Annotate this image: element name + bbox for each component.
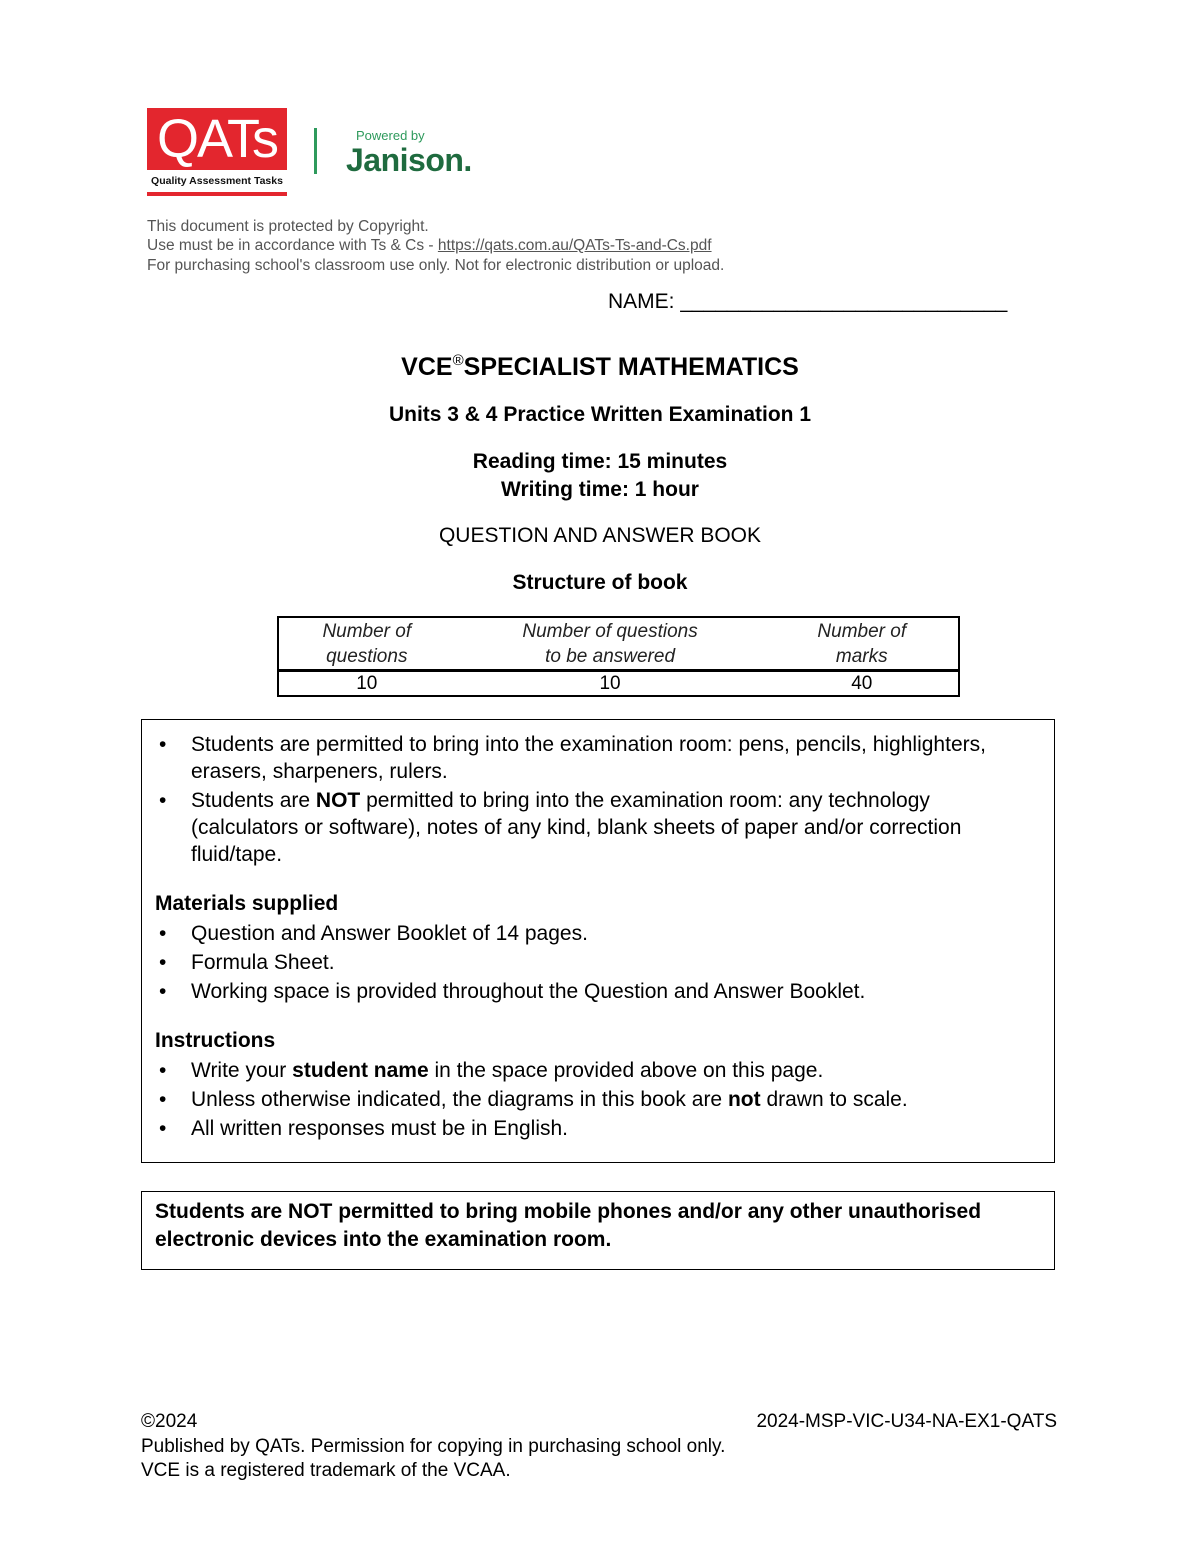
materials-list [155,920,1035,1007]
list-item: • Students are NOT permitted to bring into the examination room: any technology (calculators or software), notes of any kind, blank sheets of paper and/or correction fluid/tape. [159,789,962,866]
materials-heading: Materials supplied [155,892,339,915]
logo-divider [314,128,317,174]
exam-subtitle: Units 3 & 4 Practice Written Examination 1 [388,403,812,426]
qats-logo [147,108,287,196]
writing-time: Writing time: 1 hour [501,478,699,501]
structure-table [277,616,960,697]
warning-text: Students are NOT permitted to bring mobile phones and/or any other unauthorised electronic devices into the examination room. [155,1200,982,1251]
bullet-icon: • [159,1117,167,1140]
copyright-line-1: This document is protected by Copyright. [147,218,429,235]
list-item: • Working space is provided throughout the Question and Answer Booklet. [159,980,866,1003]
list-item: • Write your student name in the space provided above on this page. [159,1059,824,1082]
table-header-cell: Number of questions [278,617,455,671]
table-cell: 10 [278,671,455,697]
warning-box [141,1191,1055,1270]
permitted-list [155,731,1035,870]
bullet-icon: • [159,951,167,974]
bullet-icon: • [159,1088,167,1111]
instructions-heading: Instructions [155,1029,276,1052]
list-item: • Question and Answer Booklet of 14 pages. [159,922,588,945]
qats-logo-text: QATs [147,108,287,170]
table-cell: 40 [766,671,959,697]
qats-logo-subtitle: Quality Assessment Tasks [151,175,283,187]
bullet-icon: • [159,980,167,1003]
bullet-icon: • [159,733,167,756]
list-item: • Unless otherwise indicated, the diagrams in this book are not drawn to scale. [159,1088,908,1111]
footer-trademark: VCE is a registered trademark of the VCAA. [141,1460,511,1481]
qats-logo-underline [147,192,287,196]
table-header-cell: Number of questions to be answered [455,617,766,671]
bullet-icon: • [159,789,167,812]
powered-by-label: Powered by [356,128,425,143]
copyright-line-2: Use must be in accordance with Ts & Cs - https://qats.com.au/QATs-Ts-and-Cs.pdf [147,237,712,254]
table-row [278,671,959,697]
footer-code: 2024-MSP-VIC-U34-NA-EX1-QATS [756,1411,1057,1432]
janison-logo: Janison. [346,142,472,178]
copyright-line-3: For purchasing school's classroom use only. Not for electronic distribution or upload. [147,257,725,274]
bullet-icon: • [159,1059,167,1082]
reading-time: Reading time: 15 minutes [472,450,728,473]
terms-link[interactable]: https://qats.com.au/QATs-Ts-and-Cs.pdf [437,237,712,254]
list-item: • All written responses must be in English. [159,1117,569,1140]
table-header-cell: Number of marks [766,617,959,671]
structure-heading: Structure of book [512,571,688,594]
footer-published: Published by QATs. Permission for copying in purchasing school only. [141,1436,726,1457]
list-item: • Students are permitted to bring into the examination room: pens, pencils, highlighters, erasers, sharpeners, rulers. [159,733,986,783]
rules-box [141,719,1055,1163]
table-cell: 10 [455,671,766,697]
list-item: • Formula Sheet. [159,951,335,974]
footer-copyright: ©2024 [141,1411,198,1432]
student-name-field: NAME: ____________________________ [608,290,1008,313]
page-title: VCE®SPECIALIST MATHEMATICS [401,352,799,381]
instructions-list [155,1057,1035,1144]
table-header-row [278,617,959,671]
bullet-icon: • [159,922,167,945]
book-type: QUESTION AND ANSWER BOOK [438,524,762,547]
